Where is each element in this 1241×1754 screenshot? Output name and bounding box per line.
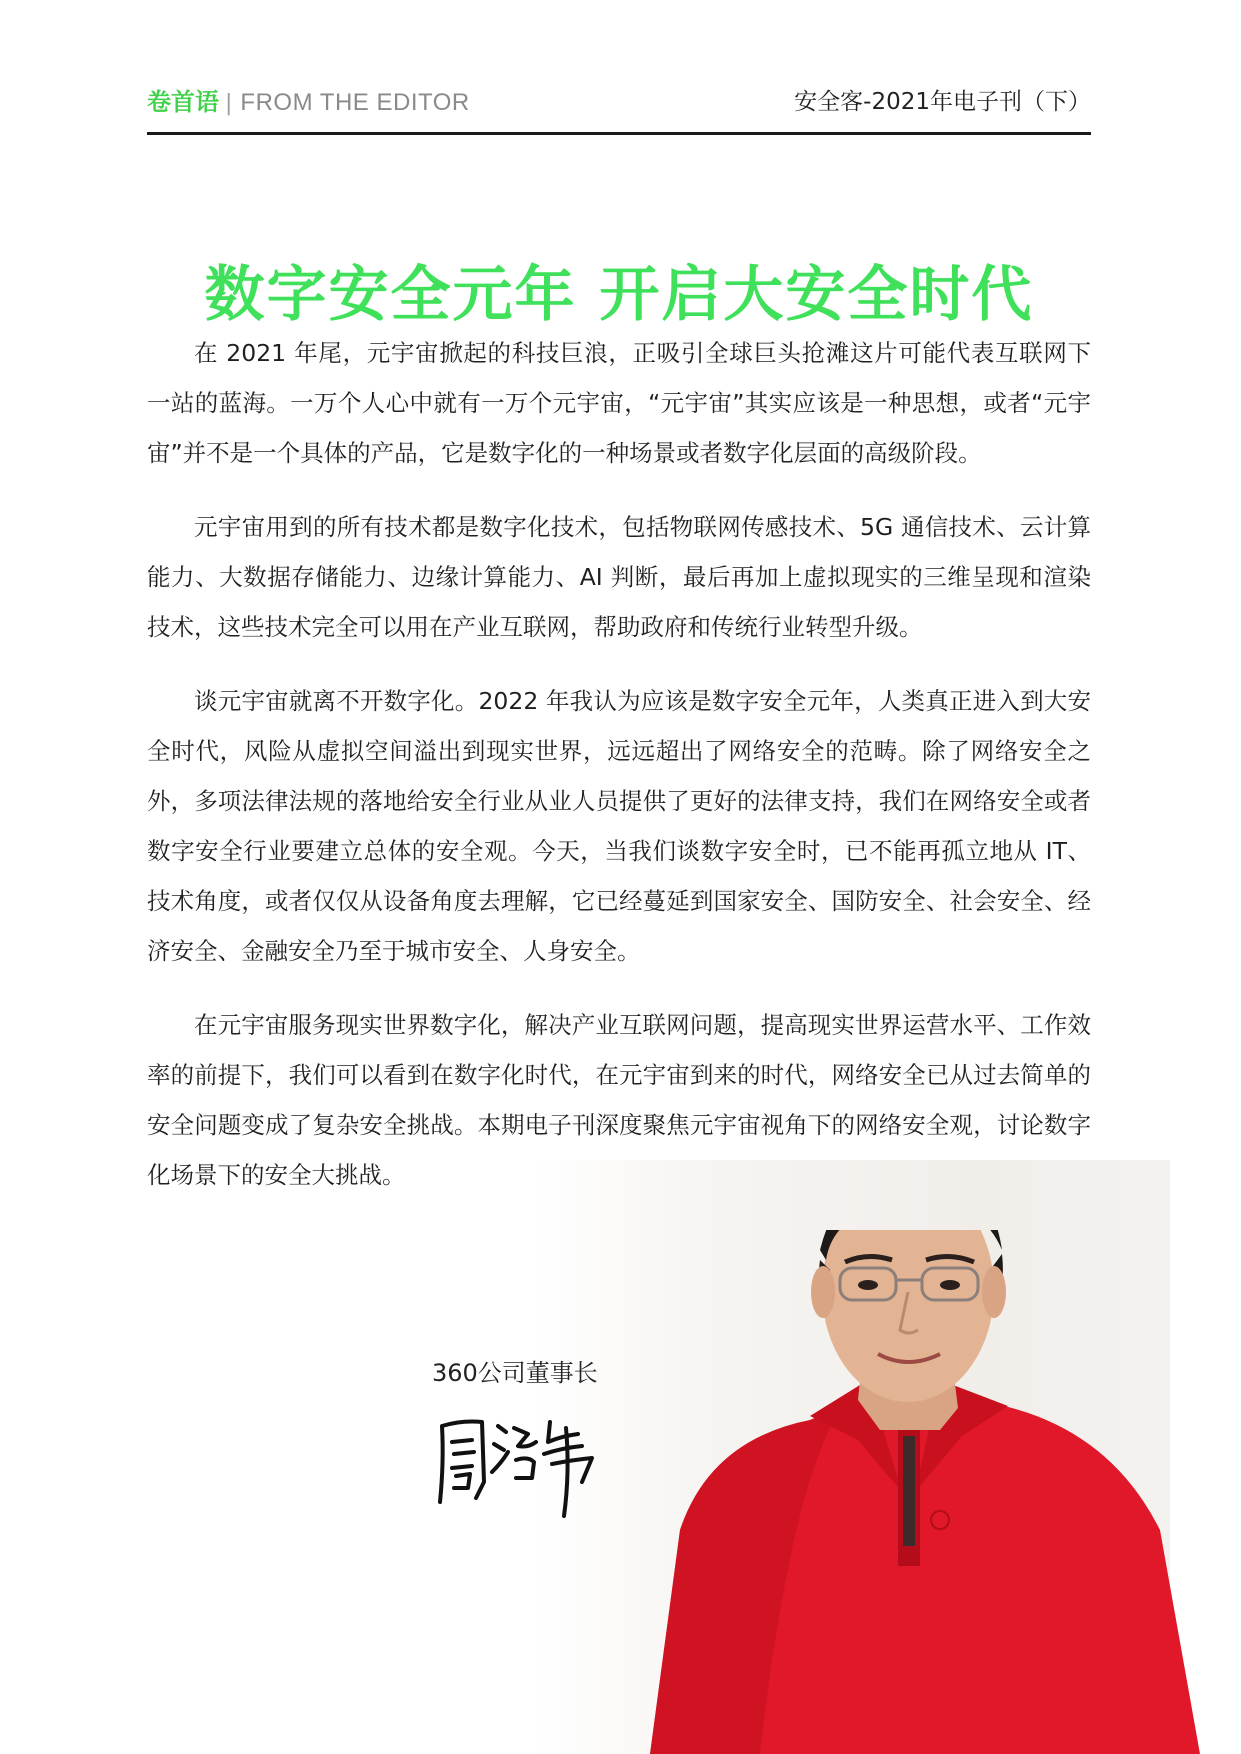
section-separator: | [225, 91, 233, 116]
section-label [147, 84, 470, 122]
section-label-cn: 卷首语 [147, 88, 219, 116]
article-body [147, 328, 1091, 1224]
header-divider [147, 132, 1091, 135]
paragraph: 元宇宙用到的所有技术都是数字化技术，包括物联网传感技术、5G 通信技术、云计算能力、大数据存储能力、边缘计算能力、AI 判断，最后再加上虚拟现实的三维呈现和渲染技术，这些技术完全可以用在产业互联网，帮助政府和传统行业转型升级。 [147, 513, 1091, 641]
section-label-en: FROM THE EDITOR [240, 89, 470, 116]
paragraph: 谈元宇宙就离不开数字化。2022 年我认为应该是数字安全元年，人类真正进入到大安全时代，风险从虚拟空间溢出到现实世界，远远超出了网络安全的范畴。除了网络安全之外，多项法律法规的落地给安全行业从业人员提供了更好的法律支持，我们在网络安全或者数字安全行业要建立总体的安全观。今天，当我们谈数字安全时，已不能再孤立地从 IT、技术角度，或者仅仅从设备角度去理解，它已经蔓延到国家安全、国防安全、社会安全、经济安全、金融安全乃至于城市安全、人身安全。 [147, 687, 1091, 965]
paragraph: 在 2021 年尾，元宇宙掀起的科技巨浪，正吸引全球巨头抢滩这片可能代表互联网下一站的蓝海。一万个人心中就有一万个元宇宙，“元宇宙”其实应该是一种思想，或者“元宇宙”并不是一个具体的产品，它是数字化的一种场景或者数字化层面的高级阶段。 [147, 339, 1091, 467]
publication-name: 安全客-2021年电子刊（下） [794, 89, 1091, 115]
author-portrait [640, 1230, 1200, 1754]
paragraph: 在元宇宙服务现实世界数字化，解决产业互联网问题，提高现实世界运营水平、工作效率的前提下，我们可以看到在数字化时代，在元宇宙到来的时代，网络安全已从过去简单的安全问题变成了复杂安全挑战。本期电子刊深度聚焦元宇宙视角下的网络安全观，讨论数字化场景下的安全大挑战。 [147, 1011, 1091, 1189]
signature-title: 360公司董事长 [432, 1359, 598, 1387]
article-title: 数字安全元年 开启大安全时代 [204, 260, 1034, 331]
page-header [147, 84, 1091, 120]
handwritten-signature [432, 1412, 602, 1520]
